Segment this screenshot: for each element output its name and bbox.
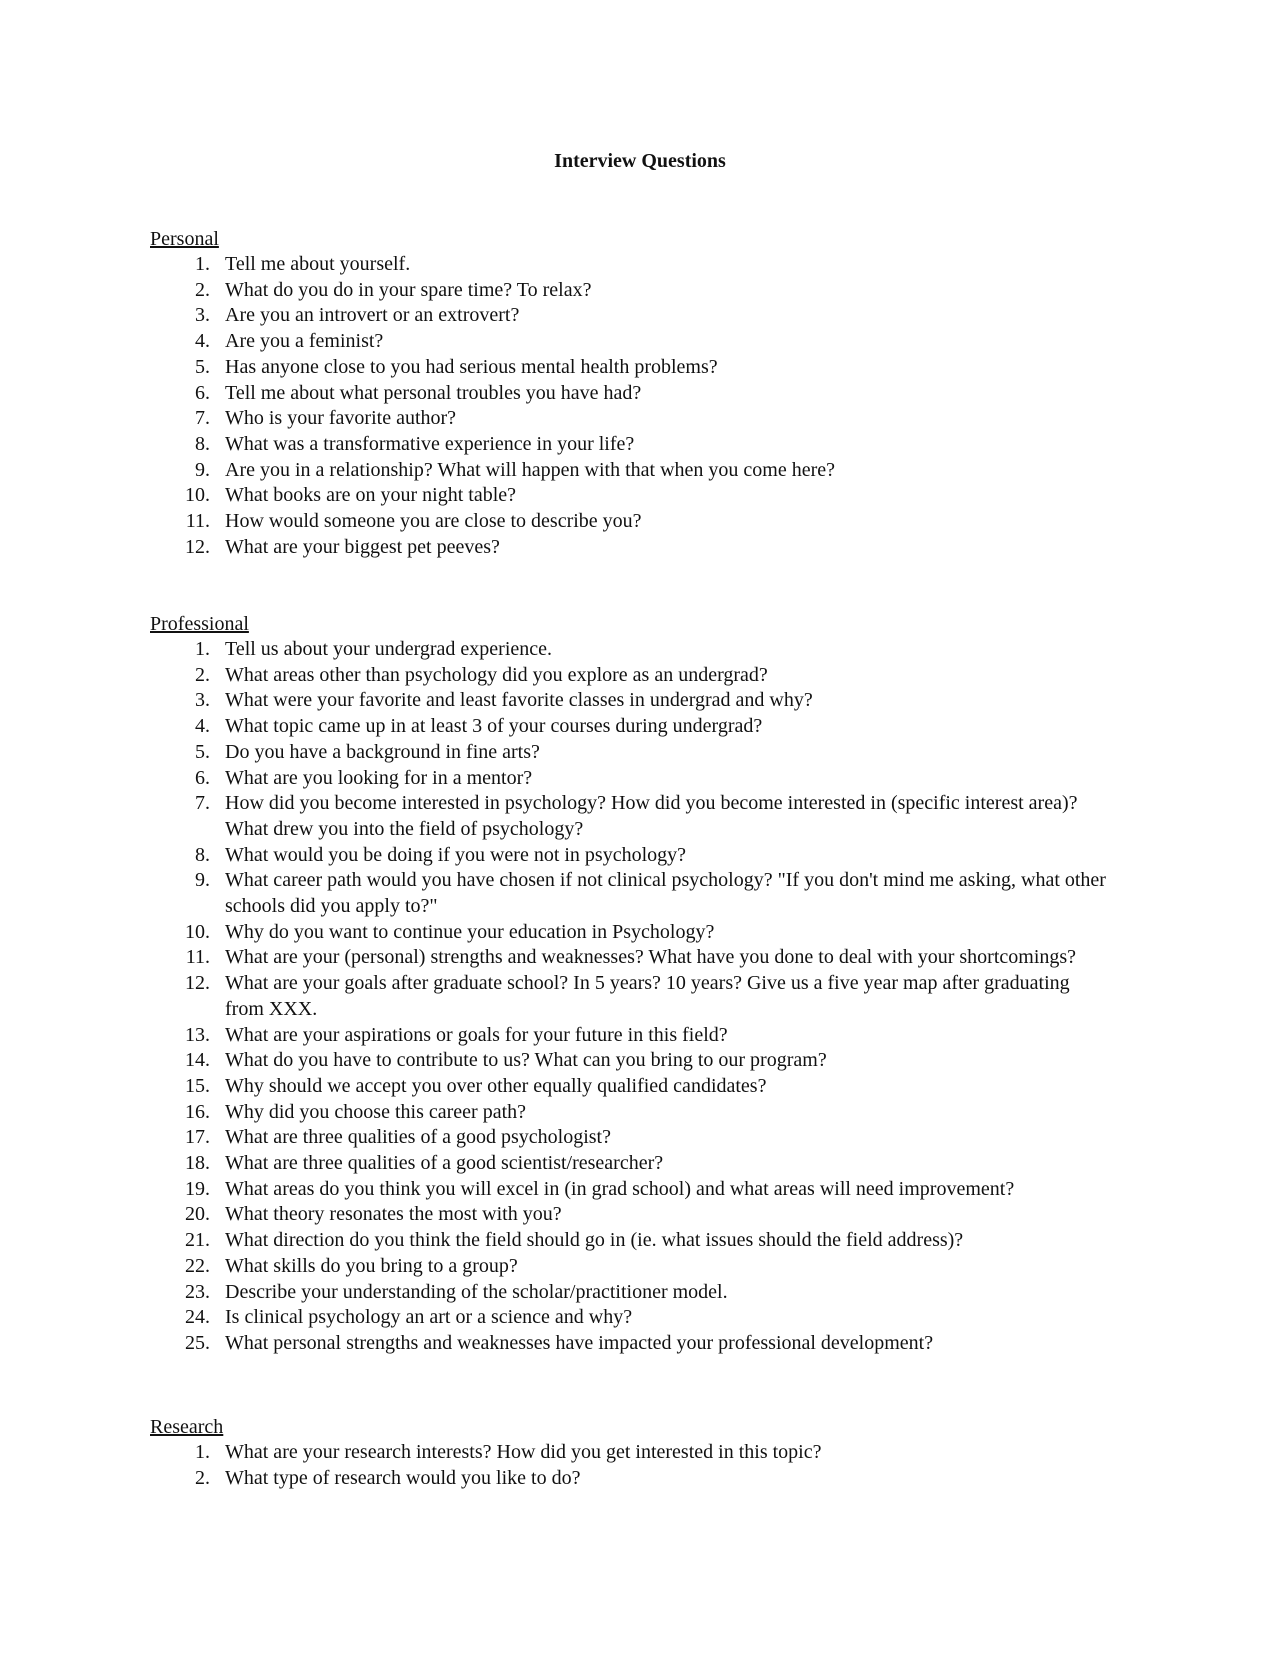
list-item	[150, 458, 1110, 484]
question-text: What do you do in your spare time? To relax?	[225, 278, 592, 301]
question-text: Tell me about what personal troubles you have had?	[225, 381, 642, 404]
question-number: 5.	[195, 740, 210, 763]
question-number: 19.	[185, 1177, 210, 1200]
question-text: What are your (personal) strengths and weaknesses? What have you done to deal with your shortcomings?	[225, 946, 1077, 969]
question-list-personal	[150, 252, 1110, 560]
question-text: Do you have a background in fine arts?	[225, 740, 540, 763]
section-heading-professional: Professional	[150, 613, 249, 635]
list-item	[150, 663, 1110, 689]
question-text: What are your biggest pet peeves?	[225, 535, 500, 558]
question-text: What are you looking for in a mentor?	[225, 766, 533, 789]
question-text: Are you in a relationship? What will happen with that when you come here?	[225, 458, 835, 481]
list-item	[150, 714, 1110, 740]
list-item	[150, 868, 1110, 919]
list-item	[150, 483, 1110, 509]
question-number: 22.	[185, 1254, 210, 1277]
list-item	[150, 740, 1110, 766]
list-item	[150, 535, 1110, 561]
question-number: 4.	[195, 715, 210, 738]
question-text: What personal strengths and weaknesses have impacted your professional development?	[225, 1331, 934, 1354]
question-number: 10.	[185, 484, 210, 507]
question-text: Tell us about your undergrad experience.	[225, 638, 553, 660]
list-item	[150, 1151, 1110, 1177]
question-number: 9.	[195, 458, 210, 481]
question-text: Has anyone close to you had serious mental health problems?	[225, 355, 718, 378]
question-text: What are three qualities of a good scientist/researcher?	[225, 1152, 664, 1175]
question-number: 16.	[185, 1100, 210, 1123]
question-text: Why did you choose this career path?	[225, 1100, 527, 1123]
question-number: 18.	[185, 1152, 210, 1175]
list-item	[150, 1228, 1110, 1254]
question-number: 14.	[185, 1049, 210, 1072]
list-item	[150, 766, 1110, 792]
question-number: 9.	[195, 869, 210, 892]
question-text: What are your aspirations or goals for your future in this field?	[225, 1023, 728, 1046]
question-number: 3.	[195, 689, 210, 712]
section-heading-personal: Personal	[150, 228, 219, 250]
question-text: What career path would you have chosen if not clinical psychology? "If you don't mind me asking, what other schools did you apply to?"	[225, 869, 1106, 918]
question-number: 20.	[185, 1203, 210, 1226]
list-item	[150, 1305, 1110, 1331]
page-title: Interview Questions	[554, 150, 726, 172]
question-number: 8.	[195, 843, 210, 866]
question-text: Is clinical psychology an art or a science and why?	[225, 1306, 633, 1329]
question-text: What books are on your night table?	[225, 484, 517, 507]
question-text: What type of research would you like to do?	[225, 1466, 581, 1489]
question-text: What theory resonates the most with you?	[225, 1203, 562, 1226]
list-item	[150, 1177, 1110, 1203]
question-list-professional	[150, 637, 1110, 1357]
list-item	[150, 1331, 1110, 1357]
list-item	[150, 509, 1110, 535]
list-item	[150, 278, 1110, 304]
question-text: What are your goals after graduate school? In 5 years? 10 years? Give us a five year map after graduating from XXX.	[225, 972, 1070, 1020]
question-text: Tell me about yourself.	[225, 253, 411, 275]
question-text: What would you be doing if you were not in psychology?	[225, 843, 687, 866]
section-heading-research: Research	[150, 1416, 224, 1438]
question-text: What are three qualities of a good psychologist?	[225, 1126, 611, 1149]
question-number: 6.	[195, 766, 210, 789]
question-number: 6.	[195, 381, 210, 404]
list-item	[150, 688, 1110, 714]
question-text: What are your research interests? How did you get interested in this topic?	[225, 1441, 822, 1463]
question-number: 10.	[185, 920, 210, 943]
question-number: 5.	[195, 355, 210, 378]
question-number: 7.	[195, 407, 210, 430]
question-number: 2.	[195, 1466, 210, 1489]
list-item	[150, 1280, 1110, 1306]
question-text: What do you have to contribute to us? What can you bring to our program?	[225, 1049, 827, 1072]
question-number: 21.	[185, 1229, 210, 1252]
list-item	[150, 637, 1110, 663]
question-number: 23.	[185, 1280, 210, 1303]
list-item	[150, 1254, 1110, 1280]
list-item	[150, 1023, 1110, 1049]
list-item	[150, 1440, 1110, 1466]
question-number: 11.	[185, 510, 210, 533]
question-number: 2.	[195, 663, 210, 686]
question-number: 8.	[195, 432, 210, 455]
question-text: Why do you want to continue your education in Psychology?	[225, 920, 715, 943]
question-list-research	[150, 1440, 1110, 1491]
list-item	[150, 252, 1110, 278]
question-number: 13.	[185, 1023, 210, 1046]
question-text: What were your favorite and least favorite classes in undergrad and why?	[225, 689, 813, 712]
section-professional	[150, 611, 1110, 1357]
list-item	[150, 329, 1110, 355]
question-number: 11.	[185, 946, 210, 969]
question-text: What skills do you bring to a group?	[225, 1254, 518, 1277]
question-text: What areas other than psychology did you explore as an undergrad?	[225, 663, 768, 686]
question-text: What direction do you think the field should go in (ie. what issues should the field address)?	[225, 1229, 964, 1252]
list-item	[150, 355, 1110, 381]
list-item	[150, 945, 1110, 971]
question-text: What areas do you think you will excel in (in grad school) and what areas will need improvement?	[225, 1177, 1015, 1200]
section-research	[150, 1414, 1110, 1491]
list-item	[150, 1125, 1110, 1151]
question-number: 24.	[185, 1306, 210, 1329]
question-number: 1.	[195, 1441, 210, 1463]
list-item	[150, 1100, 1110, 1126]
question-text: Are you a feminist?	[225, 330, 384, 353]
question-text: Describe your understanding of the scholar/practitioner model.	[225, 1280, 728, 1303]
question-number: 1.	[195, 253, 210, 275]
question-number: 12.	[185, 972, 210, 995]
question-number: 12.	[185, 535, 210, 558]
question-number: 7.	[195, 792, 210, 815]
list-item	[150, 303, 1110, 329]
question-number: 2.	[195, 278, 210, 301]
list-item	[150, 920, 1110, 946]
question-number: 4.	[195, 330, 210, 353]
list-item	[150, 1048, 1110, 1074]
question-text: What was a transformative experience in your life?	[225, 432, 635, 455]
question-text: Why should we accept you over other equally qualified candidates?	[225, 1074, 767, 1097]
question-number: 15.	[185, 1074, 210, 1097]
question-text: What topic came up in at least 3 of your courses during undergrad?	[225, 715, 763, 738]
list-item	[150, 406, 1110, 432]
list-item	[150, 381, 1110, 407]
question-text: How would someone you are close to describe you?	[225, 510, 642, 533]
question-number: 25.	[185, 1331, 210, 1354]
list-item	[150, 843, 1110, 869]
question-text: How did you become interested in psychology? How did you become interested in (specific interest area)? What drew you into the field of psychology?	[225, 792, 1078, 840]
list-item	[150, 1466, 1110, 1492]
list-item	[150, 791, 1110, 842]
list-item	[150, 1202, 1110, 1228]
list-item	[150, 432, 1110, 458]
question-number: 17.	[185, 1126, 210, 1149]
section-personal	[150, 226, 1110, 560]
question-number: 3.	[195, 304, 210, 327]
question-number: 1.	[195, 638, 210, 660]
list-item	[150, 1074, 1110, 1100]
question-text: Who is your favorite author?	[225, 407, 457, 430]
list-item	[150, 971, 1110, 1022]
question-text: Are you an introvert or an extrovert?	[225, 304, 520, 327]
